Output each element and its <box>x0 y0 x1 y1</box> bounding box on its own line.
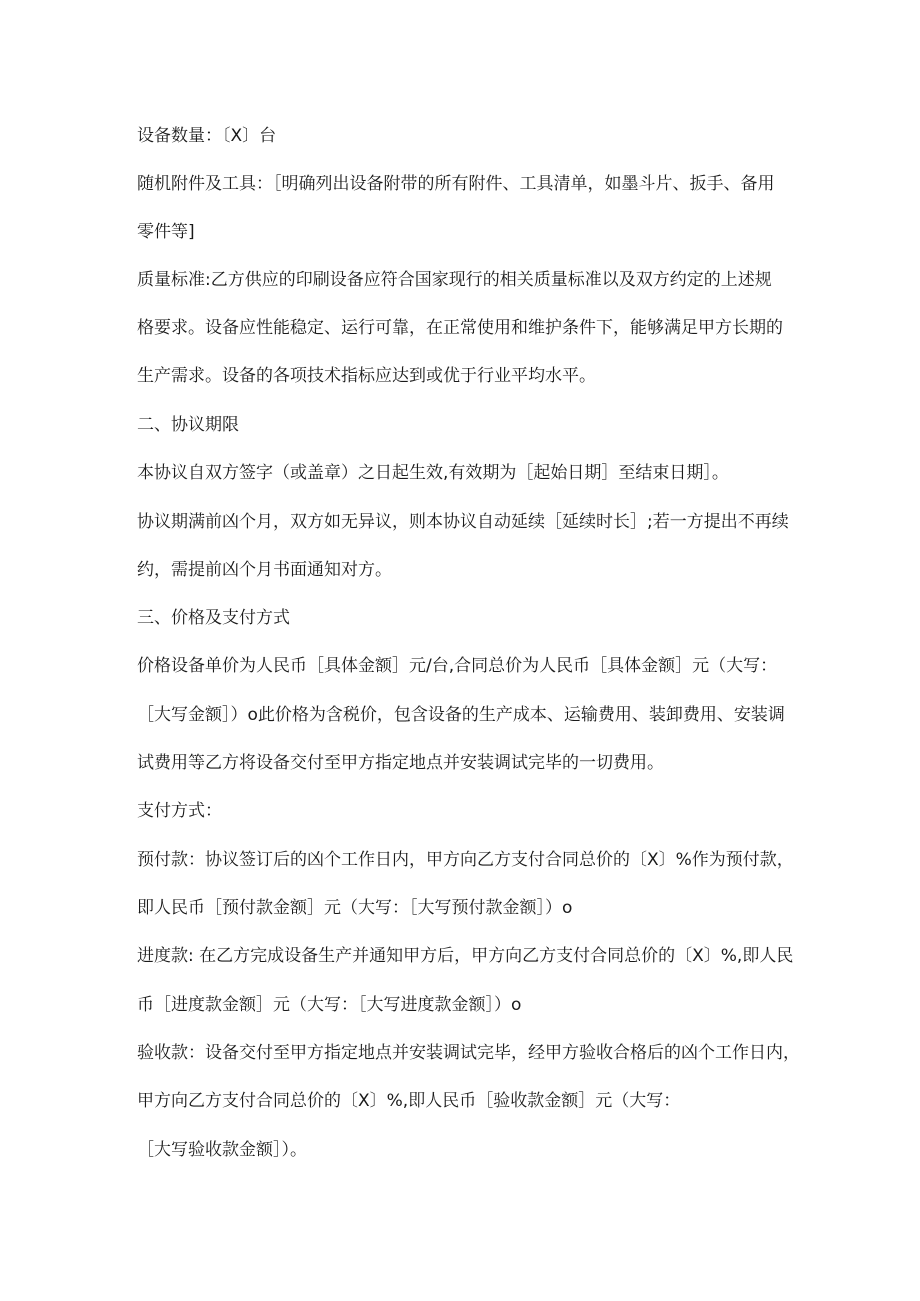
accessories-line-1: 随机附件及工具：［明确列出设备附带的所有附件、工具清单，如墨斗片、扳手、备用 <box>137 174 775 194</box>
accessories-line-2: 零件等] <box>137 222 195 242</box>
payment-method-label: 支付方式： <box>137 801 222 821</box>
acceptance-payment-line-2: 甲方向乙方支付合同总价的〔X〕%,即人民币［验收款金额］元（大写： <box>137 1091 681 1111</box>
quality-standard-line-1: 质量标准:乙方供应的印刷设备应符合国家现行的相关质量标准以及双方约定的上述规 <box>137 270 772 290</box>
price-line-2: ［大写金额］）o此价格为含税价，包含设备的生产成本、运输费用、装卸费用、安装调 <box>137 705 785 725</box>
term-line-1: 本协议自双方签字（或盖章）之日起生效,有效期为［起始日期］至结束日期］。 <box>137 463 729 483</box>
quality-standard-line-2: 格要求。设备应性能稳定、运行可靠，在正常使用和维护条件下，能够满足甲方长期的 <box>137 318 783 338</box>
progress-payment-line-1: 进度款: 在乙方完成设备生产并通知甲方后，甲方向乙方支付合同总价的〔X〕%,即人民 <box>137 946 794 966</box>
section-heading-price-payment: 三、价格及支付方式 <box>137 608 290 628</box>
price-line-1: 价格设备单价为人民币［具体金额］元/台,合同总价为人民币［具体金额］元（大写： <box>137 656 778 676</box>
quality-standard-line-3: 生产需求。设备的各项技术指标应达到或优于行业平均水平。 <box>137 366 596 386</box>
price-line-3: 试费用等乙方将设备交付至甲方指定地点并安装调试完毕的一切费用。 <box>137 753 664 773</box>
equipment-quantity-line: 设备数量：〔X〕台 <box>137 126 277 146</box>
section-heading-term: 二、协议期限 <box>137 415 239 435</box>
advance-payment-line-1: 预付款：协议签订后的凶个工作日内，甲方向乙方支付合同总价的〔X〕%作为预付款， <box>137 850 794 870</box>
acceptance-payment-line-1: 验收款：设备交付至甲方指定地点并安装调试完毕，经甲方验收合格后的凶个工作日内， <box>137 1043 800 1063</box>
term-line-3: 约，需提前凶个月书面通知对方。 <box>137 560 392 580</box>
advance-payment-line-2: 即人民币［预付款金额］元（大写：［大写预付款金额］）o <box>137 898 573 918</box>
progress-payment-line-2: 币［进度款金额］元（大写：［大写进度款金额］）o <box>137 995 522 1015</box>
term-line-2: 协议期满前凶个月，双方如无异议，则本协议自动延续［延续时长］;若一方提出不再续 <box>137 512 789 532</box>
acceptance-payment-line-3: ［大写验收款金额］）。 <box>137 1140 307 1160</box>
